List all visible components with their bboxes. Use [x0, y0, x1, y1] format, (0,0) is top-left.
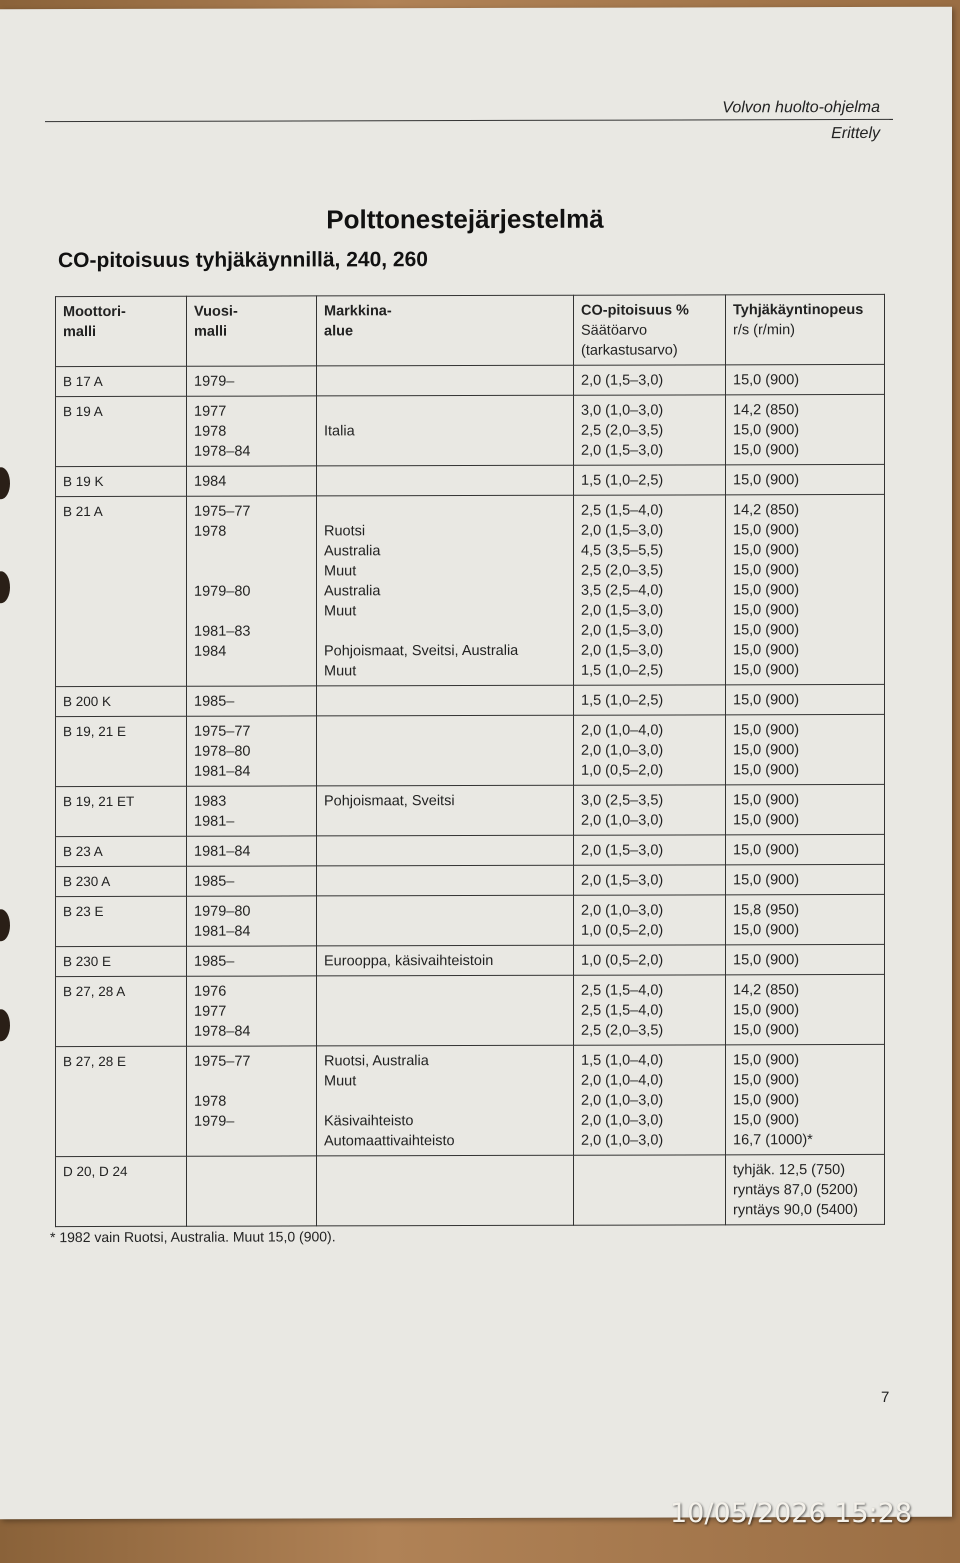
cell-line — [324, 721, 566, 742]
cell-line — [324, 841, 566, 862]
cell-line: 1,5 (1,0–4,0) — [581, 1052, 664, 1069]
cell-co — [574, 685, 726, 715]
cell-years — [187, 1046, 317, 1156]
cell-years — [187, 1156, 317, 1226]
cell-line: 15,0 (900) — [733, 1002, 800, 1019]
cell-co — [574, 395, 726, 465]
table-row — [56, 834, 885, 866]
cell-co — [574, 865, 726, 895]
cell-line: 2,0 (1,0–4,0) — [581, 722, 664, 739]
cell-line: 1979– — [194, 373, 235, 390]
header-line: Markkina- — [324, 303, 392, 320]
cell-co — [574, 465, 726, 495]
cell-line: 1985– — [194, 953, 235, 970]
cell-co — [574, 945, 726, 975]
table-body — [56, 364, 885, 1226]
cell-line: 15,0 (900) — [733, 1052, 800, 1069]
cell-line: 2,0 (1,0–3,0) — [581, 812, 664, 829]
table-row — [56, 974, 885, 1046]
cell-idle — [726, 784, 885, 834]
cell-co — [574, 365, 726, 395]
binder-hole — [0, 909, 10, 941]
cell-line: 16,7 (1000)* — [733, 1132, 813, 1149]
header-line: malli — [194, 323, 228, 340]
table-row — [56, 944, 885, 976]
cell-idle — [726, 684, 885, 714]
header-line: malli — [63, 323, 97, 341]
cell-line: 2,0 (1,5–3,0) — [581, 442, 664, 459]
cell-line — [324, 441, 566, 462]
col-header-year — [187, 296, 317, 366]
cell-years — [187, 396, 317, 466]
table-row — [56, 1154, 885, 1226]
cell-engine-model: B 19, 21 ET — [56, 786, 187, 836]
cell-line — [581, 1160, 718, 1180]
cell-years — [187, 686, 317, 716]
cell-idle — [726, 1154, 885, 1224]
binder-hole — [0, 571, 10, 603]
cell-line: 1978–80 — [194, 743, 251, 760]
cell-markets — [317, 685, 574, 716]
cell-markets — [317, 395, 574, 466]
cell-years — [187, 976, 317, 1046]
cell-line: Australia — [324, 583, 381, 600]
table-row — [56, 494, 885, 686]
cell-line: Ruotsi, Australia — [324, 1053, 429, 1070]
cell-co — [574, 975, 726, 1045]
cell-line: 15,0 (900) — [733, 622, 800, 639]
table-row — [56, 894, 885, 946]
cell-line: Muut — [324, 663, 357, 680]
cell-line: 15,0 (900) — [733, 472, 800, 489]
cell-line: 1,0 (0,5–2,0) — [581, 762, 664, 779]
cell-line: 15,0 (900) — [733, 662, 800, 679]
cell-line: 3,0 (2,5–3,5) — [581, 792, 664, 809]
cell-years — [187, 946, 317, 976]
cell-line: 15,0 (900) — [733, 792, 800, 809]
cell-line — [194, 1131, 309, 1151]
cell-line — [324, 471, 566, 492]
table-row — [56, 464, 885, 496]
cell-years — [187, 716, 317, 786]
cell-line: Australia — [324, 543, 381, 560]
document-page — [0, 7, 952, 1519]
cell-line: 15,0 (900) — [733, 762, 800, 779]
table-row — [56, 684, 885, 716]
cell-co — [574, 835, 726, 865]
cell-line: 1978–84 — [194, 1023, 251, 1040]
section-title: CO-pitoisuus tyhjäkäynnillä, 240, 260 — [58, 248, 428, 273]
cell-line: 1975–77 — [194, 503, 251, 520]
cell-line: 1978 — [194, 523, 227, 540]
cell-markets — [317, 715, 574, 786]
cell-line: 3,5 (2,5–4,0) — [581, 582, 664, 599]
cell-line: 1,5 (1,0–2,5) — [581, 692, 664, 709]
cell-line: 15,0 (900) — [733, 522, 800, 539]
cell-line: 1981–83 — [194, 623, 251, 640]
cell-line: 2,5 (2,0–3,5) — [581, 1022, 664, 1039]
header-line: Moottori- — [63, 303, 126, 321]
cell-engine-model: B 230 A — [56, 866, 187, 896]
cell-markets — [317, 865, 574, 896]
table-header-row — [56, 294, 885, 366]
cell-markets — [317, 495, 574, 686]
cell-line: 2,0 (1,0–3,0) — [581, 1112, 664, 1129]
cell-line: 15,0 (900) — [733, 442, 800, 459]
cell-line: 2,0 (1,0–4,0) — [581, 1072, 664, 1089]
cell-line: 2,0 (1,5–3,0) — [581, 372, 664, 389]
cell-line: 1978–84 — [194, 443, 251, 460]
cell-engine-model: D 20, D 24 — [56, 1156, 187, 1226]
cell-line: 2,0 (1,5–3,0) — [581, 602, 664, 619]
footnote: * 1982 vain Ruotsi, Australia. Muut 15,0 (900). — [50, 1228, 336, 1246]
cell-line: Eurooppa, käsivaihteistoin — [324, 952, 494, 970]
cell-line: Ruotsi — [324, 523, 366, 540]
cell-engine-model: B 23 A — [56, 836, 187, 866]
cell-line: 15,0 (900) — [733, 1112, 800, 1129]
cell-line: 1,0 (0,5–2,0) — [581, 952, 664, 969]
cell-line: 1983 — [194, 793, 227, 810]
cell-line: 15,0 (900) — [733, 692, 800, 709]
cell-line — [324, 741, 566, 762]
cell-engine-model: B 27, 28 E — [56, 1046, 187, 1156]
cell-years — [187, 866, 317, 896]
page-title: Polttonestejärjestelmä — [326, 203, 604, 235]
header-line: (tarkastusarvo) — [581, 342, 678, 359]
cell-line: 1,5 (1,0–2,5) — [581, 662, 664, 679]
cell-engine-model: B 27, 28 A — [56, 976, 187, 1046]
cell-line: 15,0 (900) — [733, 642, 800, 659]
cell-line: 15,0 (900) — [733, 422, 800, 439]
table-row — [56, 714, 885, 786]
cell-line — [324, 501, 566, 522]
cell-years — [187, 466, 317, 496]
cell-line: 15,8 (950) — [733, 902, 800, 919]
cell-line: Pohjoismaat, Sveitsi — [324, 793, 455, 810]
cell-line: 1975–77 — [194, 723, 251, 740]
cell-line: 14,2 (850) — [733, 502, 800, 519]
col-header-idle — [726, 294, 885, 364]
cell-line: Muut — [324, 563, 357, 580]
cell-markets — [317, 785, 574, 836]
cell-line: 2,0 (1,0–3,0) — [581, 742, 664, 759]
cell-line — [324, 1091, 566, 1112]
cell-line: 15,0 (900) — [733, 542, 800, 559]
header-title: Volvon huolto-ohjelma — [722, 98, 880, 117]
cell-line: 1979–80 — [194, 903, 251, 920]
cell-line: Pohjoismaat, Sveitsi, Australia — [324, 642, 519, 660]
page-number: 7 — [881, 1388, 890, 1406]
cell-line: 1981–84 — [194, 763, 251, 780]
cell-engine-model: B 23 E — [56, 896, 187, 946]
cell-line: ryntäys 87,0 (5200) — [733, 1182, 858, 1199]
cell-line: 14,2 (850) — [733, 402, 800, 419]
cell-line — [324, 811, 566, 832]
cell-line: 15,0 (900) — [733, 812, 800, 829]
cell-co — [574, 1155, 726, 1225]
header-line: Vuosi- — [194, 303, 238, 320]
cell-line — [324, 401, 566, 422]
header-line: Tyhjäkäyntinopeus — [733, 301, 864, 319]
cell-line: 2,0 (1,0–3,0) — [581, 1092, 664, 1109]
cell-line: 2,0 (1,5–3,0) — [581, 872, 664, 889]
cell-markets — [317, 465, 574, 496]
cell-co — [574, 1045, 726, 1155]
col-header-co — [574, 295, 726, 365]
cell-markets — [317, 975, 574, 1046]
cell-line: 2,0 (1,5–3,0) — [581, 522, 664, 539]
cell-line: 1981– — [194, 813, 235, 830]
cell-line: 15,0 (900) — [733, 582, 800, 599]
table-row — [56, 364, 885, 396]
cell-line: 15,0 (900) — [733, 742, 800, 759]
cell-line — [324, 1021, 566, 1042]
header-line: Säätöarvo — [581, 322, 648, 339]
co-table — [55, 294, 885, 1227]
cell-line: 1979–80 — [194, 583, 251, 600]
cell-line — [194, 601, 309, 621]
cell-idle — [726, 974, 885, 1044]
cell-line — [324, 901, 566, 922]
cell-line: 4,5 (3,5–5,5) — [581, 542, 664, 559]
header-line: alue — [324, 323, 354, 340]
cell-idle — [726, 834, 885, 864]
col-header-market — [317, 295, 574, 366]
cell-line: 15,0 (900) — [733, 842, 800, 859]
cell-line: Automaattivaihteisto — [324, 1133, 455, 1150]
cell-line: 15,0 (900) — [733, 372, 800, 389]
cell-idle — [726, 494, 885, 684]
cell-line: Muut — [324, 603, 357, 620]
header-line: CO-pitoisuus % — [581, 302, 689, 319]
cell-co — [574, 785, 726, 835]
cell-line: 1978 — [194, 1093, 227, 1110]
cell-line: 2,5 (1,5–4,0) — [581, 502, 664, 519]
cell-idle — [726, 394, 885, 464]
cell-line — [194, 541, 309, 561]
cell-line: ryntäys 90,0 (5400) — [733, 1202, 858, 1219]
cell-line: Muut — [324, 1073, 357, 1090]
cell-idle — [726, 944, 885, 974]
cell-line: 1984 — [194, 643, 227, 660]
cell-years — [187, 366, 317, 396]
cell-line: Italia — [324, 423, 355, 440]
cell-engine-model: B 19 A — [56, 396, 187, 466]
cell-line — [324, 871, 566, 892]
cell-line: 1,5 (1,0–2,5) — [581, 472, 664, 489]
cell-line: 2,5 (1,5–4,0) — [581, 982, 664, 999]
cell-markets — [317, 1045, 574, 1156]
cell-line: 15,0 (900) — [733, 602, 800, 619]
cell-line — [324, 1161, 566, 1182]
cell-line: 1,0 (0,5–2,0) — [581, 922, 664, 939]
cell-line: 2,0 (1,0–3,0) — [581, 1132, 664, 1149]
cell-line: 1979– — [194, 1113, 235, 1130]
cell-line: 1985– — [194, 873, 235, 890]
photo-timestamp: 10/05/2026 15:28 — [669, 1498, 912, 1529]
cell-line: 15,0 (900) — [733, 1072, 800, 1089]
cell-line — [324, 761, 566, 782]
cell-engine-model: B 200 K — [56, 686, 187, 716]
cell-markets — [317, 835, 574, 866]
cell-line: 1981–84 — [194, 923, 251, 940]
cell-idle — [726, 464, 885, 494]
cell-line — [194, 661, 309, 681]
cell-co — [574, 495, 726, 685]
binder-hole — [0, 1009, 10, 1041]
cell-line: 1981–84 — [194, 843, 251, 860]
cell-years — [187, 896, 317, 946]
cell-line: 1978 — [194, 423, 227, 440]
cell-years — [187, 836, 317, 866]
table-row — [56, 394, 885, 466]
cell-line: 2,5 (1,5–4,0) — [581, 1002, 664, 1019]
cell-years — [187, 786, 317, 836]
cell-line: 2,0 (1,5–3,0) — [581, 842, 664, 859]
header-rule — [45, 119, 893, 122]
col-header-engine — [56, 296, 187, 366]
cell-line: 15,0 (900) — [733, 952, 800, 969]
cell-line — [324, 1001, 566, 1022]
cell-line: 1984 — [194, 473, 227, 490]
cell-line — [194, 1071, 309, 1091]
cell-line: 1977 — [194, 1003, 227, 1020]
cell-line: 15,0 (900) — [733, 562, 800, 579]
cell-line — [194, 1161, 309, 1181]
cell-line — [194, 561, 309, 581]
cell-idle — [726, 1044, 885, 1154]
cell-line: 2,5 (2,0–3,5) — [581, 562, 664, 579]
cell-engine-model: B 21 A — [56, 496, 187, 686]
table-row — [56, 1044, 885, 1156]
cell-line: 2,0 (1,5–3,0) — [581, 642, 664, 659]
cell-line — [324, 621, 566, 642]
cell-years — [187, 496, 317, 686]
cell-line: 14,2 (850) — [733, 982, 800, 999]
header-line: r/s (r/min) — [733, 322, 796, 339]
cell-line: 15,0 (900) — [733, 1092, 800, 1109]
cell-markets — [317, 1155, 574, 1226]
cell-line: 1985– — [194, 693, 235, 710]
cell-line: 2,0 (1,5–3,0) — [581, 622, 664, 639]
cell-markets — [317, 365, 574, 396]
cell-line: Käsivaihteisto — [324, 1113, 414, 1130]
cell-engine-model: B 19, 21 E — [56, 716, 187, 786]
cell-line: 3,0 (1,0–3,0) — [581, 402, 664, 419]
binder-hole — [0, 467, 10, 499]
cell-line — [324, 981, 566, 1002]
cell-engine-model: B 17 A — [56, 366, 187, 396]
cell-idle — [726, 364, 885, 394]
cell-co — [574, 895, 726, 945]
table-row — [56, 864, 885, 896]
cell-engine-model: B 230 E — [56, 946, 187, 976]
cell-markets — [317, 945, 574, 976]
cell-line — [324, 921, 566, 942]
cell-line: tyhjäk. 12,5 (750) — [733, 1162, 846, 1179]
cell-line: 15,0 (900) — [733, 722, 800, 739]
cell-line: 15,0 (900) — [733, 922, 800, 939]
cell-line — [324, 371, 566, 392]
cell-line — [324, 691, 566, 712]
cell-line: 1975–77 — [194, 1053, 251, 1070]
table-row — [56, 784, 885, 836]
cell-engine-model: B 19 K — [56, 466, 187, 496]
cell-line: 15,0 (900) — [733, 1022, 800, 1039]
cell-line: 2,0 (1,0–3,0) — [581, 902, 664, 919]
cell-line: 1977 — [194, 403, 227, 420]
cell-idle — [726, 894, 885, 944]
cell-idle — [726, 864, 885, 894]
header-subtitle: Erittely — [831, 124, 880, 143]
cell-markets — [317, 895, 574, 946]
cell-co — [574, 715, 726, 785]
cell-idle — [726, 714, 885, 784]
cell-line: 15,0 (900) — [733, 872, 800, 889]
cell-line: 2,5 (2,0–3,5) — [581, 422, 664, 439]
cell-line: 1976 — [194, 983, 227, 1000]
